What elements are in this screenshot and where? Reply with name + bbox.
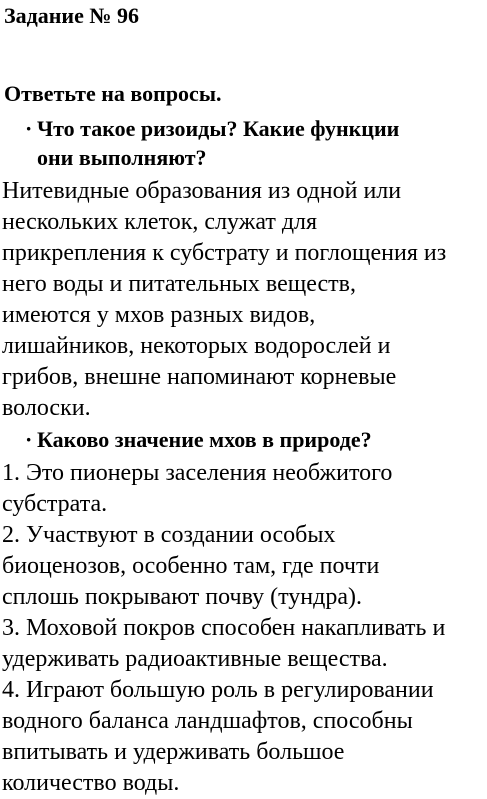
answer-1-line-4: него воды и питательных веществ, [2, 271, 356, 297]
answer-1-line-8: волоски. [2, 395, 91, 421]
answer-2-line-7: удерживать радиоактивные вещества. [2, 646, 388, 672]
question-1-line-2: они выполняют? [37, 145, 207, 170]
question-1-line-1: Что такое ризоиды? Какие функции [37, 116, 400, 141]
answer-2-line-5: сплошь покрывают почву (тундра). [2, 584, 362, 610]
answer-2-line-3: 2. Участвуют в создании особых [2, 522, 336, 548]
answer-2-line-8: 4. Играют большую роль в регулировании [2, 677, 434, 703]
answer-2-line-11: количество воды. [2, 770, 180, 796]
task-instruction: Ответьте на вопросы. [4, 81, 222, 106]
answer-1 [2, 176, 486, 424]
answer-1-line-5: имеются у мхов разных видов, [2, 302, 316, 328]
answer-2-line-10: впитывать и удерживать большое [2, 739, 345, 765]
answer-2-line-9: водного баланса ландшафтов, способны [2, 708, 413, 734]
answer-1-line-1: Нитевидные образования из одной или [2, 178, 402, 204]
question-1 [25, 114, 477, 172]
answer-1-line-7: грибов, внешне напоминают корневые [2, 364, 397, 390]
bullet-marker: · [25, 427, 33, 452]
answer-1-line-3: прикрепления к субстрату и поглощения из [2, 240, 447, 266]
answer-1-line-2: нескольких клеток, служат для [2, 209, 318, 235]
answer-2-line-2: субстрата. [2, 491, 108, 517]
question-2-line-1: Каково значение мхов в природе? [37, 427, 372, 452]
answer-2-line-1: 1. Это пионеры заселения необжитого [2, 460, 393, 486]
answer-2-line-6: 3. Моховой покров способен накапливать и [2, 615, 446, 641]
question-2 [25, 425, 477, 454]
answer-1-line-6: лишайников, некоторых водорослей и [2, 333, 391, 359]
bullet-marker: · [25, 116, 33, 141]
task-title: Задание № 96 [4, 3, 139, 28]
answer-2-line-4: биоценозов, особенно там, где почти [2, 553, 380, 579]
answer-2 [2, 458, 486, 799]
